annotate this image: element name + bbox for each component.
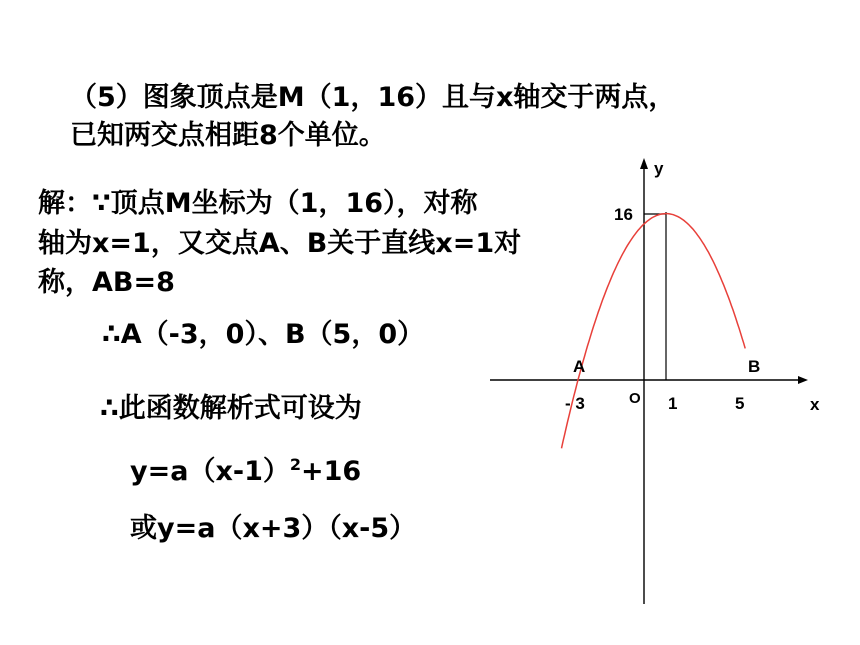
point-b-label: B [748, 357, 761, 376]
solution-line-1: 解：∵顶点M坐标为（1，16），对称 [38, 188, 478, 219]
tick-neg3-label: - 3 [565, 394, 585, 413]
tick-5-label: 5 [735, 394, 745, 413]
y-axis-arrow-icon [640, 158, 648, 169]
tick-1-label: 1 [668, 394, 678, 413]
y-axis-label: y [654, 159, 664, 178]
parabola-curve [562, 214, 746, 449]
origin-label: O [629, 390, 641, 407]
vertex-y-label: 16 [614, 205, 633, 224]
conclusion-line: ∴此函数解析式可设为 [100, 393, 362, 424]
x-axis-arrow-icon [798, 376, 808, 384]
problem-line-2: 已知两交点相距8个单位。 [70, 120, 386, 151]
factored-form: 或y=a（x+3）（x-5） [130, 513, 417, 544]
point-a-label: A [573, 357, 586, 376]
vertex-form-exponent: 2 [289, 455, 301, 474]
solution-line-3: 称，AB=8 [38, 267, 175, 298]
intersection-points: ∴A（-3，0）、B（5，0） [102, 319, 425, 350]
vertex-form-tail: +16 [301, 456, 362, 487]
problem-line-1: （5）图象顶点是M（1，16）且与x轴交于两点， [70, 82, 676, 113]
x-axis-label: x [810, 395, 820, 414]
solution-line-2: 轴为x=1，又交点A、B关于直线x=1对 [38, 228, 522, 259]
vertex-form-main: y=a（x-1） [130, 456, 290, 487]
